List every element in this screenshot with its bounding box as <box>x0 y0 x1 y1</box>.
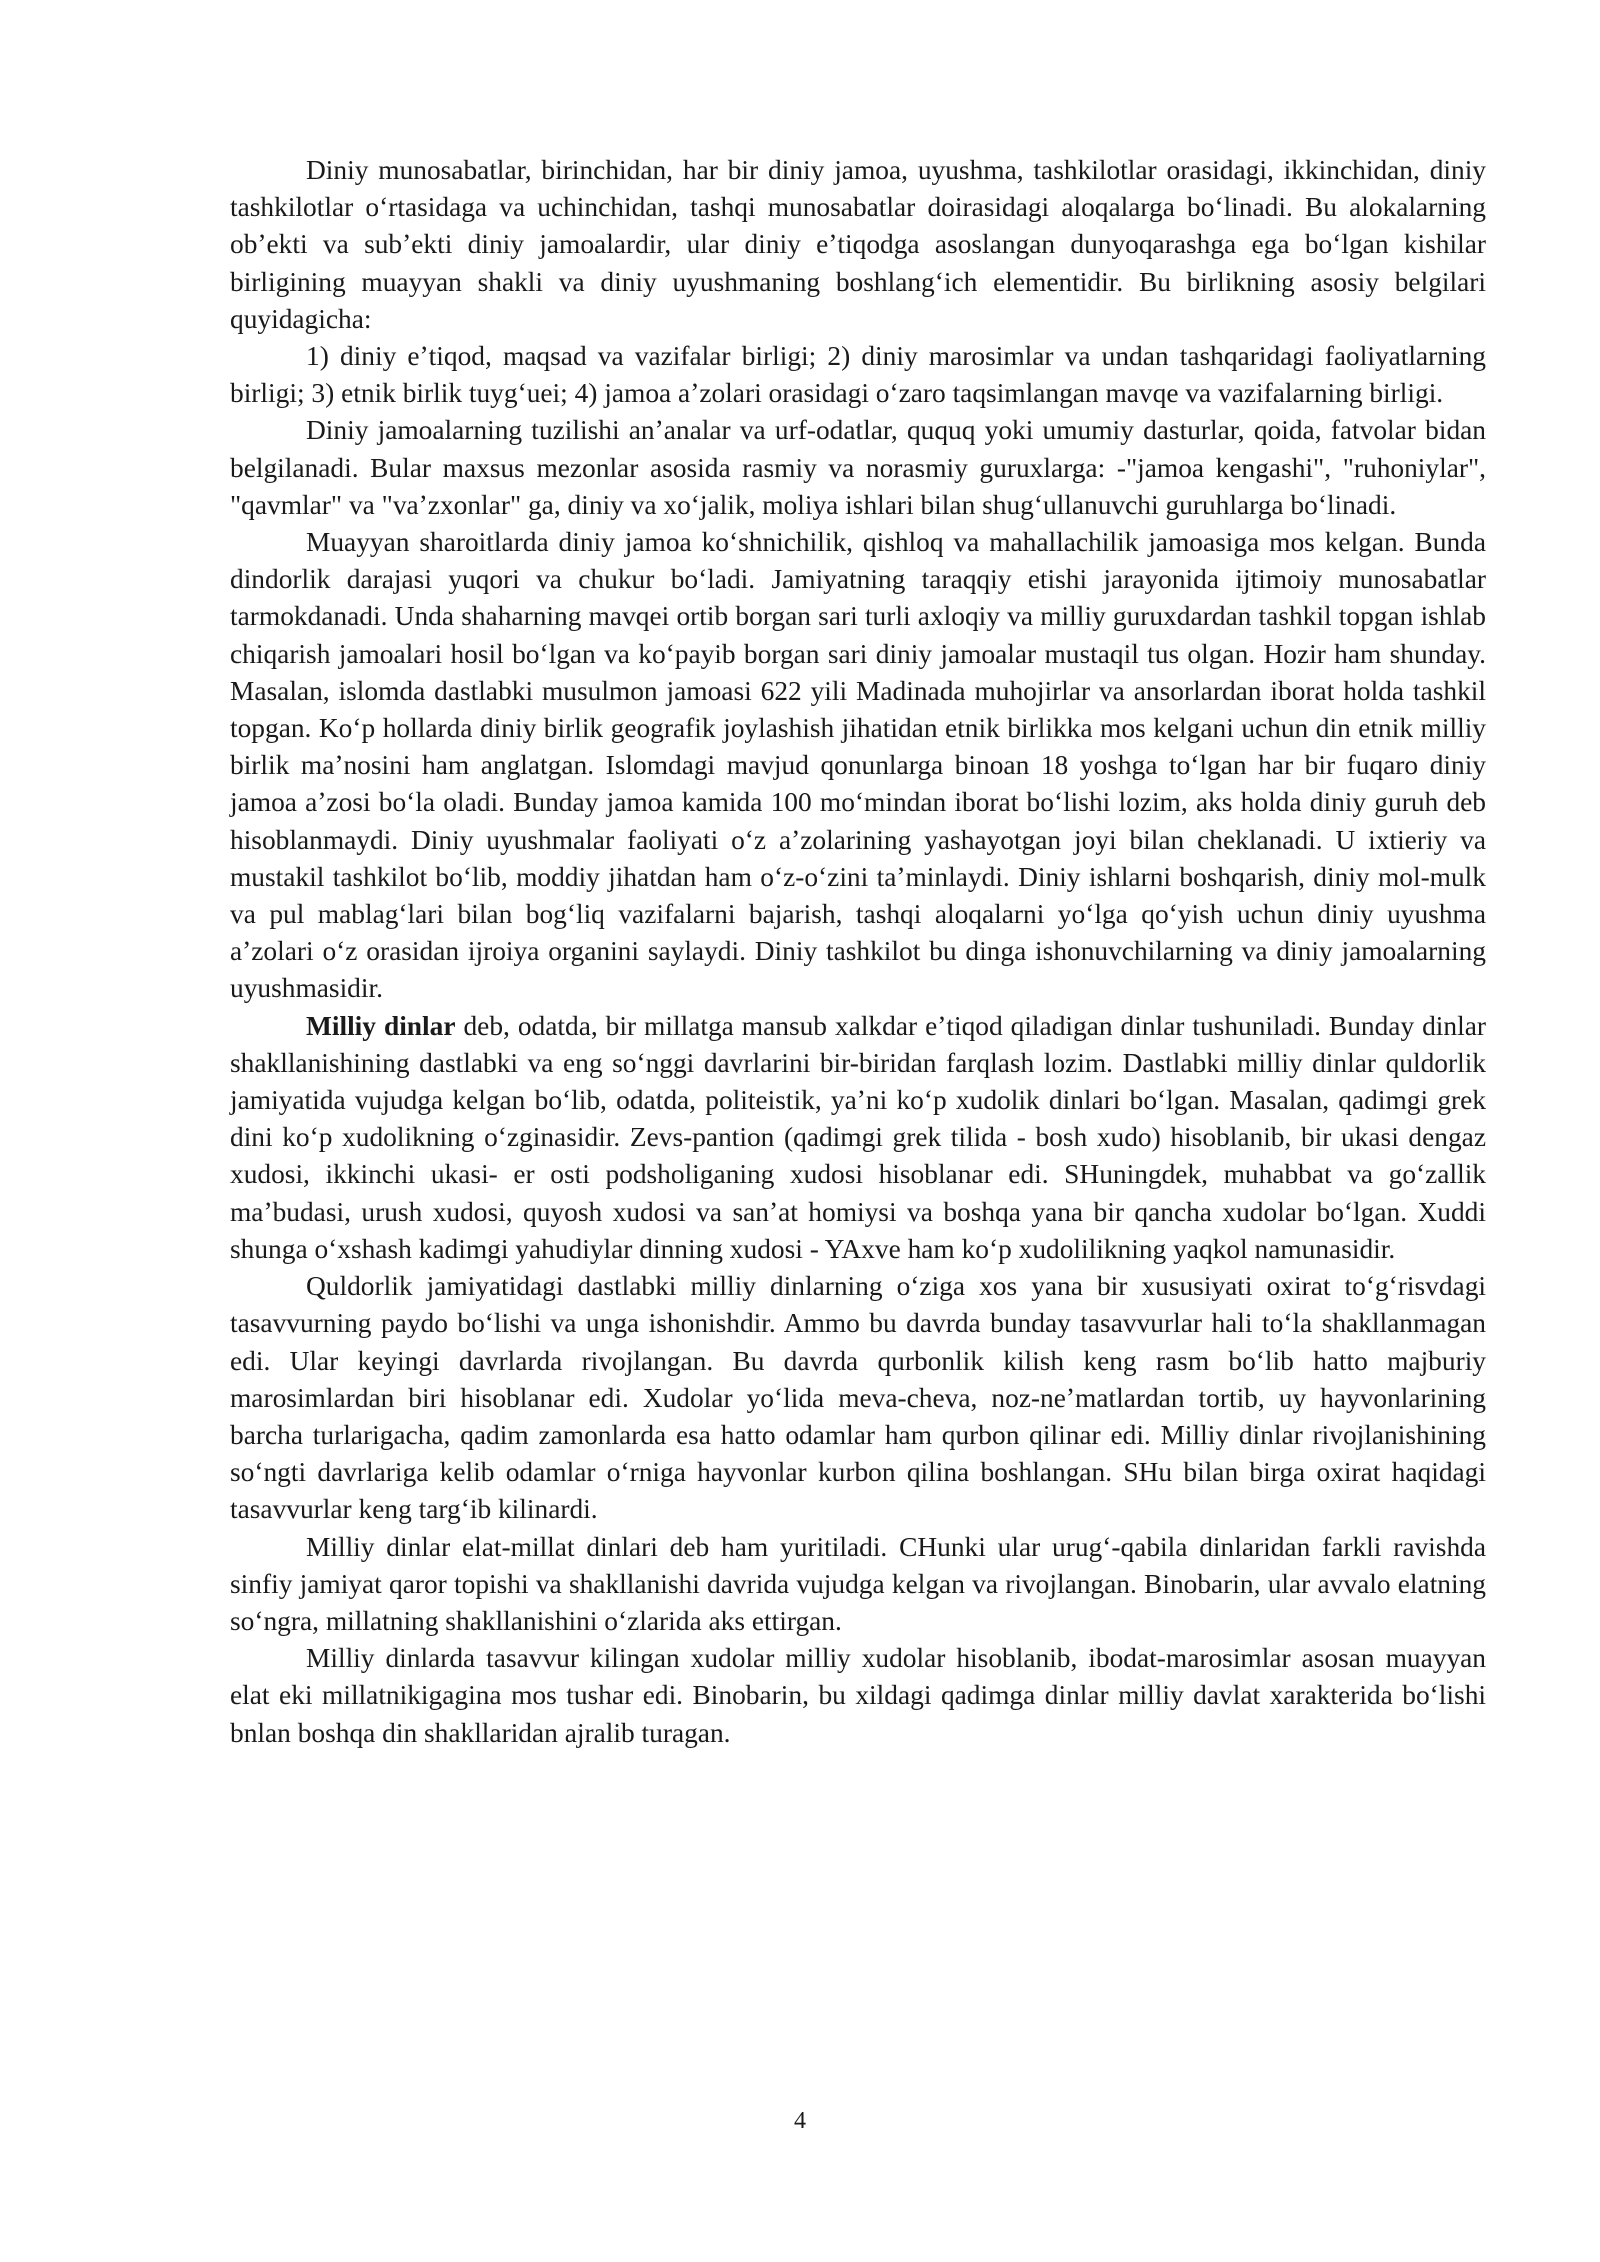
paragraph-ethnic-religions: Milliy dinlar elat-millat dinlari deb ham yuritiladi. CHunki ular urugʻ-qabila dinlaridan farkli ravishda sinfiy jamiyat qaror topishi va shakllanishi davrida vujudga kelgan va rivojlangan. Binobarin, ular avvalo elatning soʻngra, millatning shakllanishini oʻzlarida aks ettirgan. <box>230 1531 1486 1636</box>
paragraph-national-religions <box>230 1008 1486 1268</box>
paragraph-community-conditions: Muayyan sharoitlarda diniy jamoa koʻshnichilik, qishloq va mahallachilik jamoasiga mos kelgan. Bunda dindorlik darajasi yuqori va chukur boʻladi. Jamiyatning taraqqiy etishi jarayonida ijtimoiy munosabatlar tarmokdanadi. Unda shaharning mavqei ortib borgan sari turli axloqiy va milliy guruxdardan tashkil topgan ishlab chiqarish jamoalari hosil boʻlgan va koʻpayib borgan sari diniy jamoalar mustaqil tus olgan. Hozir ham shunday. Masalan, islomda dastlabki musulmon jamoasi 622 yili Madinada muhojirlar va ansorlardan iborat holda tashkil topgan. Koʻp hollarda diniy birlik geografik joylashish jihatidan etnik birlikka mos kelgani uchun din etnik milliy birlik maʼnosini ham anglatgan. Islomdagi mavjud qonunlarga binoan 18 yoshga toʻlgan har bir fuqaro diniy jamoa aʼzosi boʻla oladi. Bunday jamoa kamida 100 moʻmindan iborat boʻlishi lozim, aks holda diniy guruh deb hisoblanmaydi. Diniy uyushmalar faoliyati oʻz aʼzolarining yashayotgan joyi bilan cheklanadi. U ixtieriy va mustakil tashkilot boʻlib, moddiy jihatdan ham oʻz-oʻzini taʼminlaydi. Diniy ishlarni boshqarish, diniy mol-mulk va pul mablagʻlari bilan bogʻliq vazifalarni bajarish, tashqi aloqalarni yoʻlga qoʻyish uchun diniy uyushma aʼzolari oʻz orasidan ijroiya organini saylaydi. Diniy tashkilot bu dinga ishonuvchilarning va diniy jamoalarning uyushmasidir. <box>230 527 1486 1004</box>
paragraph-afterlife: Quldorlik jamiyatidagi dastlabki milliy dinlarning oʻziga xos yana bir xususiyati oxirat toʻgʻrisvdagi tasavvurning paydo boʻlishi va unga ishonishdir. Ammo bu davrda bunday tasavvurlar hali toʻla shakllanmagan edi. Ular keyingi davrlarda rivojlangan. Bu davrda qurbonlik kilish keng rasm boʻlib hatto majburiy marosimlardan biri hisoblanar edi. Xudolar yoʻlida meva-cheva, noz-neʼmatlardan tortib, uy hayvonlarining barcha turlarigacha, qadim zamonlarda esa hatto odamlar ham qurbon qilinar edi. Milliy dinlar rivojlanishining soʻngti davrlariga kelib odamlar oʻrniga hayvonlar kurbon qilina boshlangan. SHu bilan birga oxirat haqidagi tasavvurlar keng targʻib kilinardi. <box>230 1271 1486 1525</box>
paragraph-community-structure: Diniy jamoalarning tuzilishi anʼanalar va urf-odatlar, ququq yoki umumiy dasturlar, qoida, fatvolar bidan belgilanadi. Bular maxsus mezonlar asosida rasmiy va norasmiy guruxlarga: -"jamoa kengashi", "ruhoniylar", "qavmlar" va "vaʼzxonlar" ga, diniy va xoʻjalik, moliya ishlari bilan shugʻullanuvchi guruhlarga boʻlinadi. <box>230 415 1486 520</box>
document-body <box>230 152 1486 1752</box>
paragraph-national-religions-text: deb, odatda, bir millatga mansub xalkdar eʼtiqod qiladigan dinlar tushuniladi. Bunday dinlar shakllanishining dastlabki va eng soʻnggi davrlarini bir-biridan farqlash lozim. Dastlabki milliy dinlar quldorlik jamiyatida vujudga kelgan boʻlib, odatda, politeistik, yaʼni koʻp xudolik dinlari boʻlgan. Masalan, qadimgi grek dini koʻp xudolikning oʻzginasidir. Zevs-pantion (qadimgi grek tilida - bosh xudo) hisoblanib, bir ukasi dengaz xudosi, ikkinchi ukasi- er osti podsholiganing xudosi hisoblanar edi. SHuningdek, muhabbat va goʻzallik maʼbudasi, urush xudosi, quyosh xudosi va sanʼat homiysi va boshqa yana bir qancha xudolar boʻlgan. Xuddi shunga oʻxshash kadimgi yahudiylar dinning xudosi - YAxve ham koʻp xudolilikning yaqkol namunasidir. <box>230 1010 1486 1264</box>
paragraph-national-gods: Milliy dinlarda tasavvur kilingan xudolar milliy xudolar hisoblanib, ibodat-marosimlar asosan muayyan elat eki millatnikigagina mos tushar edi. Binobarin, bu xildagi qadimga dinlar milliy davlat xarakterida boʻlishi bnlan boshqa din shakllaridan ajralib turagan. <box>230 1643 1486 1748</box>
paragraph-religious-relations: Diniy munosabatlar, birinchidan, har bir diniy jamoa, uyushma, tashkilotlar orasidagi, ikkinchidan, diniy tashkilotlar oʻrtasidaga va uchinchidan, tashqi munosabatlar doirasidagi aloqalarga boʻlinadi. Bu alokalarning obʼekti va subʼekti diniy jamoalardir, ular diniy eʼtiqodga asoslangan dunyoqarashga ega boʻlgan kishilar birligining muayyan shakli va diniy uyushmaning boshlangʻich elementidir. Bu birlikning asosiy belgilari quyidagicha: <box>230 155 1486 334</box>
paragraph-community-features: 1) diniy eʼtiqod, maqsad va vazifalar birligi; 2) diniy marosimlar va undan tashqaridagi faoliyatlarning birligi; 3) etnik birlik tuygʻuei; 4) jamoa aʼzolari orasidagi oʻzaro taqsimlangan mavqe va vazifalarning birligi. <box>230 341 1486 409</box>
term-national-religions: Milliy dinlar <box>306 1010 456 1041</box>
page-number: 4 <box>794 2108 806 2134</box>
